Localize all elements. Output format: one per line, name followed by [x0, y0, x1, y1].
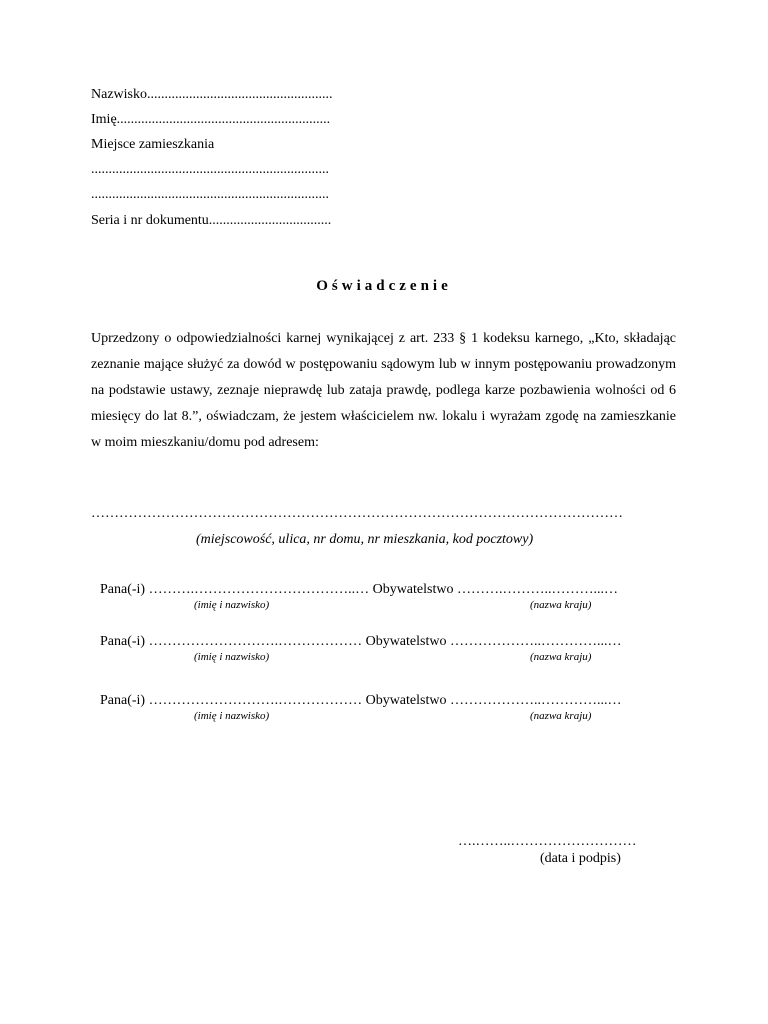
- person-row-2: Pana(-i) ……………………….……………… Obywatelstwo ………………..…………...…: [100, 634, 622, 649]
- signature-caption: (data i podpis): [540, 851, 621, 866]
- person-3-name-caption: (imię i nazwisko): [194, 710, 270, 722]
- person-1-name-caption: (imię i nazwisko): [194, 599, 270, 611]
- person-row-3: Pana(-i) ……………………….……………… Obywatelstwo ………………..…………...…: [100, 693, 622, 708]
- declaration-paragraph: [91, 326, 676, 456]
- document-title: Oświadczenie: [316, 278, 452, 294]
- person-1-country-caption: (nazwa kraju): [530, 599, 592, 611]
- person-row-1: Pana(-i) ……….……………………………..… Obywatelstwo ……….………..………...…: [100, 582, 618, 597]
- person-2-name-caption: (imię i nazwisko): [194, 651, 270, 663]
- first-name-field: Imię.............................................................: [91, 112, 331, 127]
- residence-line-2: ....................................................................: [91, 187, 329, 202]
- signature-dotted-line: ….……..………………………: [458, 834, 637, 849]
- person-3-country-caption: (nazwa kraju): [530, 710, 592, 722]
- surname-field: Nazwisko.....................................................: [91, 87, 333, 102]
- address-dotted-line: ……………………………………………………………………………………………………: [91, 506, 623, 521]
- address-caption: (miejscowość, ulica, nr domu, nr mieszkania, kod pocztowy): [196, 532, 534, 547]
- residence-label: Miejsce zamieszkania: [91, 137, 215, 152]
- residence-line-1: ....................................................................: [91, 162, 329, 177]
- person-2-country-caption: (nazwa kraju): [530, 651, 592, 663]
- declaration-text: Uprzedzony o odpowiedzialności karnej wynikającej z art. 233 § 1 kodeksu karnego, „Kto, składając zeznanie mające służyć za dowód w postępowaniu sądowym lub w innym postępowaniu prowadzonym na podstawie ustawy, zeznaje nieprawdę lub zataja prawdę, podlega karze pozbawienia wolności od 6 miesięcy do lat 8.”, oświadczam, że jestem właścicielem nw. lokalu i wyrażam zgodę na zamieszkanie w moim mieszkaniu/domu pod adresem:: [91, 331, 676, 450]
- document-number-field: Seria i nr dokumentu...................................: [91, 213, 332, 228]
